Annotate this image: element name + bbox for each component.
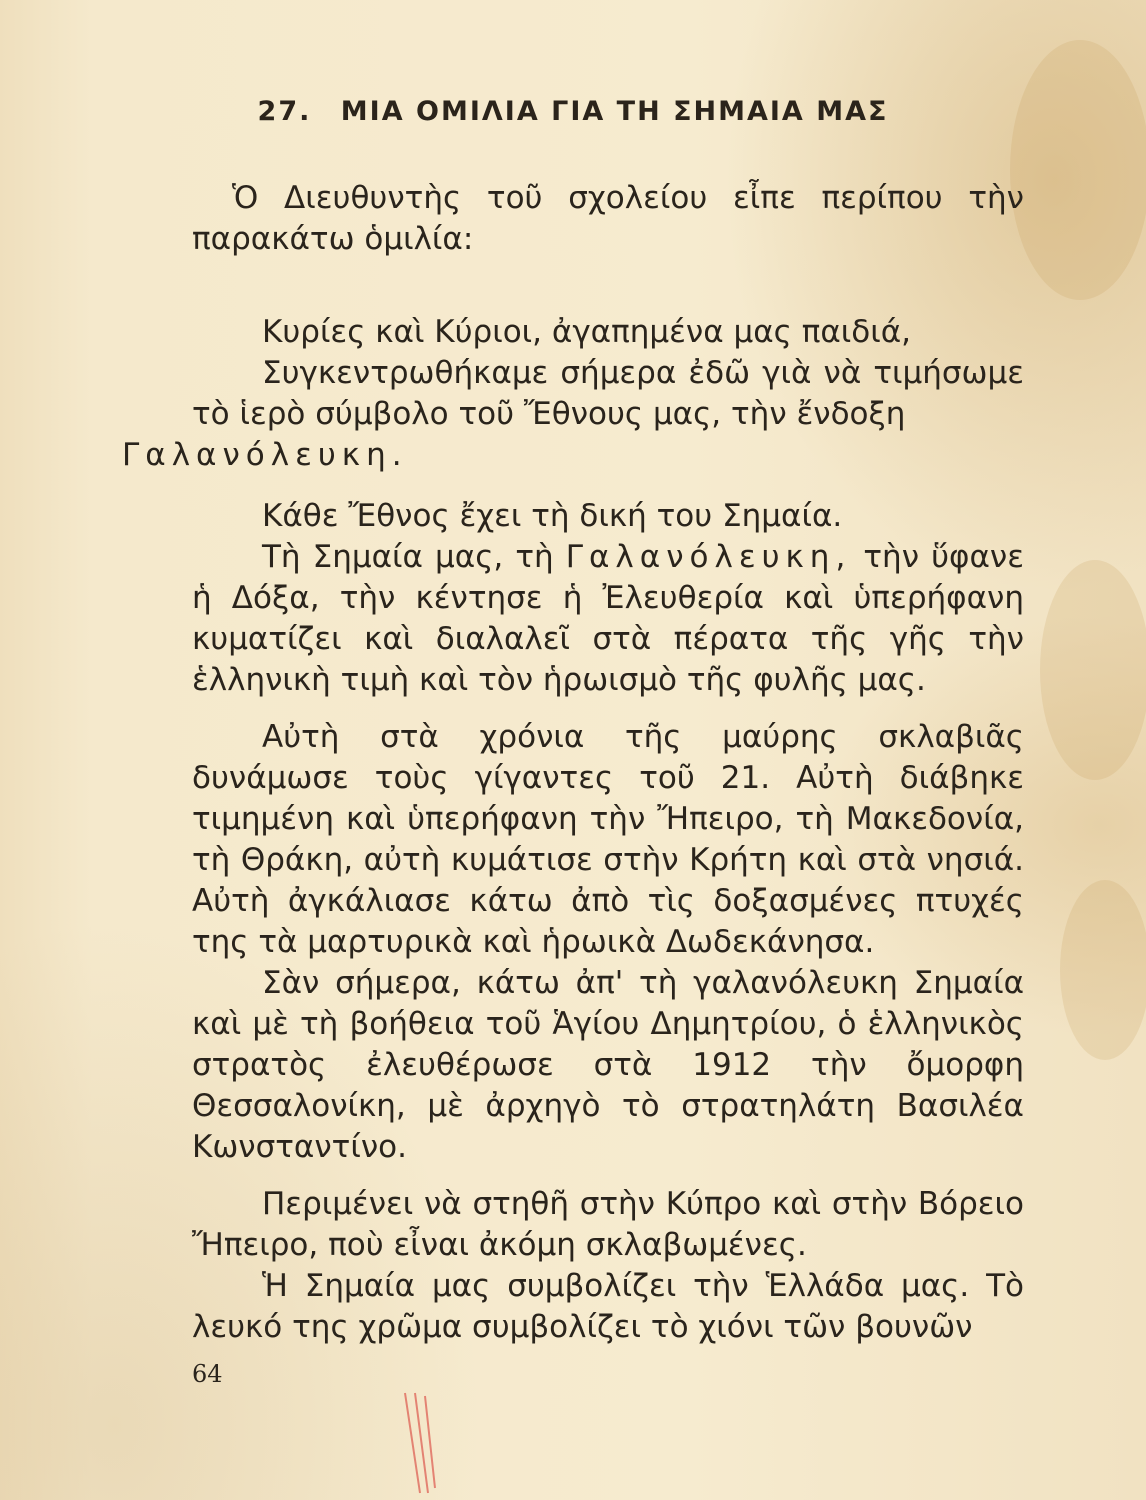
speech-paragraph-5: Σὰν σήμερα, κάτω ἀπ' τὴ γαλανόλευκη Σημαία καὶ μὲ τὴ βοήθεια τοῦ Ἁγίου Δημητρίου, ὁ ἑλληνικὸς στρατὸς ἐλευθέρωσε στὰ 1912 τὴν ὄμορφη Θεσσαλονίκη, μὲ ἀρχηγὸ τὸ στρατηλάτη Βασιλέα Κωνσταντίνο.: [192, 965, 1024, 1165]
speech-body: [122, 312, 1024, 1348]
chapter-title: ΜΙΑ ΟΜΙΛΙΑ ΓΙΑ ΤΗ ΣΗΜΑΙΑ ΜΑΣ: [340, 96, 889, 127]
pencil-scribble: [395, 1388, 455, 1498]
speech-paragraph-1: Συγκεντρωθήκαμε σήμερα ἐδῶ γιὰ νὰ τιμήσωμε τὸ ἱερὸ σύμβολο τοῦ Ἔθνους μας, τὴν ἔνδοξη Γαλανόλευκη.: [122, 355, 1024, 473]
page-number: 64: [192, 1360, 223, 1388]
speech-paragraph-4: Αὐτὴ στὰ χρόνια τῆς μαύρης σκλαβιᾶς δυνάμωσε τοὺς γίγαντες τοῦ 21. Αὐτὴ διάβηκε τιμημένη καὶ ὑπερήφανη τὴν Ἤπειρο, τὴ Μακεδονία, τὴ Θράκη, αὐτὴ κυμάτισε στὴν Κρήτη καὶ στὰ νησιά. Αὐτὴ ἀγκάλιασε κάτω ἀπὸ τὶς δοξασμένες πτυχές της τὰ μαρτυρικὰ καὶ ἡρωικὰ Δωδεκάνησα.: [192, 719, 1024, 960]
paper-stain: [1060, 880, 1146, 1060]
chapter-heading: [0, 96, 1146, 127]
speech-paragraph-7: Ἡ Σημαία μας συμβολίζει τὴν Ἑλλάδα μας. Τὸ λευκό της χρῶμα συμβολίζει τὸ χιόνι τῶν βουνῶν: [192, 1268, 1024, 1345]
paper-stain: [1010, 40, 1146, 300]
speech-paragraph-3: Τὴ Σημαία μας, τὴ Γαλανόλευκη, τὴν ὕφανε ἡ Δόξα, τὴν κέντησε ἡ Ἐλευθερία καὶ ὑπερήφανη κυματίζει καὶ διαλαλεῖ στὰ πέρατα τῆς γῆς τὴν ἑλληνικὴ τιμὴ καὶ τὸν ἡρωισμὸ τῆς φυλῆς μας.: [192, 539, 1024, 698]
speech-greeting: Κυρίες καὶ Κύριοι, ἀγαπημένα μας παιδιά,: [262, 314, 912, 350]
speech-paragraph-6: Περιμένει νὰ στηθῆ στὴν Κύπρο καὶ στὴν Βόρειο Ἤπειρο, ποὺ εἶναι ἀκόμη σκλαβωμένες.: [192, 1186, 1024, 1263]
flag-name: Γαλανόλευκη.: [122, 437, 408, 473]
speech-paragraph-2: Κάθε Ἔθνος ἔχει τὴ δική του Σημαία.: [262, 498, 843, 534]
paper-stain: [1040, 560, 1146, 780]
intro-paragraph: Ὁ Διευθυντὴς τοῦ σχολείου εἶπε περίπου τὴν παρακάτω ὁμιλία:: [192, 180, 1024, 257]
flag-name: Γαλανόλευκη,: [565, 539, 852, 575]
chapter-number: 27.: [257, 96, 312, 127]
intro-block: [192, 178, 1024, 260]
